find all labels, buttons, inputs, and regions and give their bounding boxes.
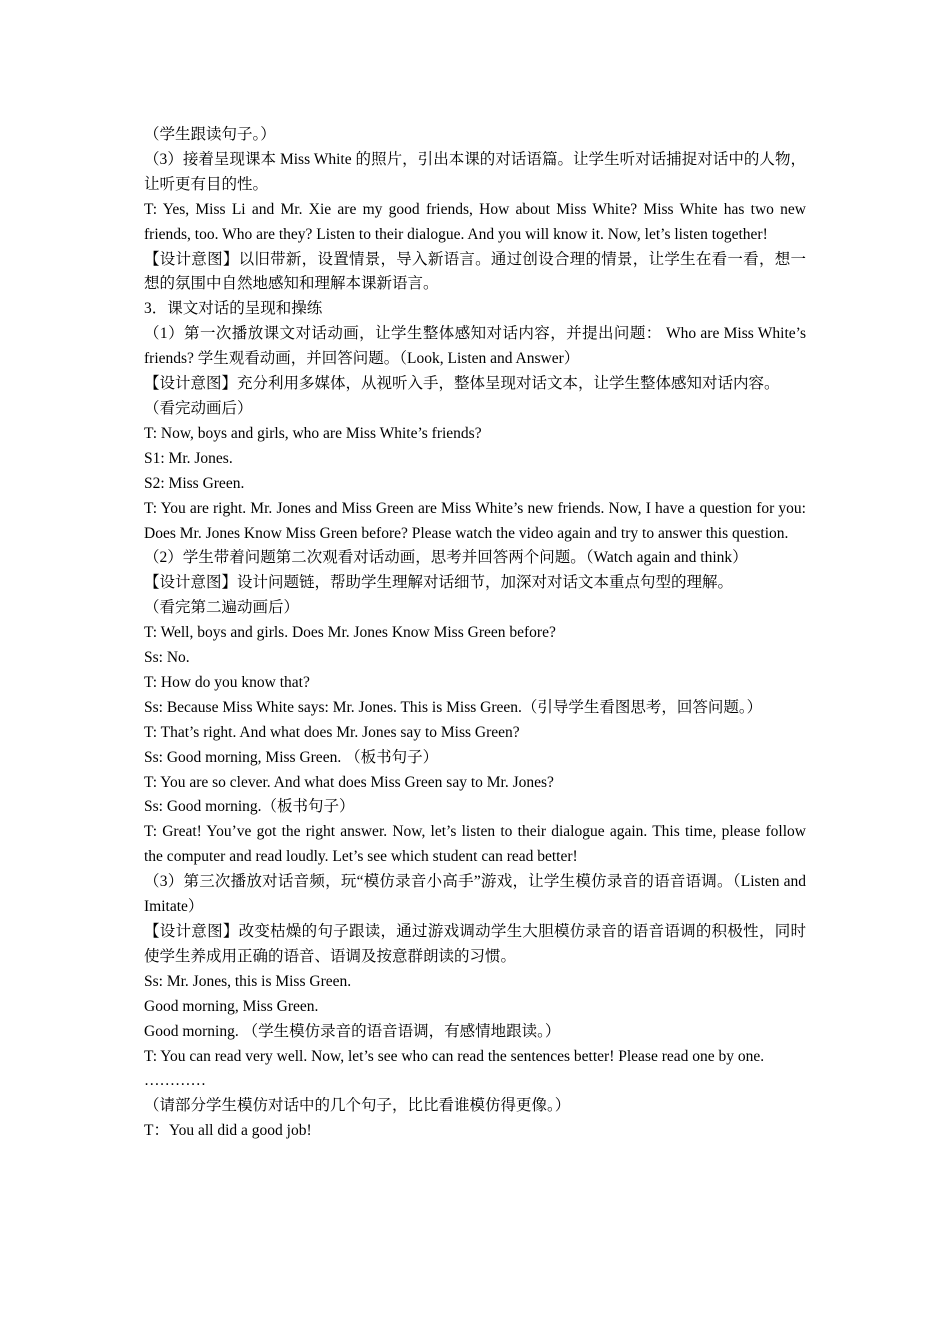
paragraph: （1）第一次播放课文对话动画，让学生整体感知对话内容，并提出问题： Who are Miss White’s friends? 学生观看动画，并回答问题。（Look, Listen and Answer） (144, 325, 806, 368)
dialogue-line: Ss: Because Miss White says: Mr. Jones. This is Miss Green.（引导学生看图思考，回答问题。） (144, 698, 763, 716)
paragraph: 【设计意图】充分利用多媒体，从视听入手，整体呈现对话文本，让学生整体感知对话内容。 (144, 375, 780, 393)
dialogue-line: T: That’s right. And what does Mr. Jones say to Miss Green? (144, 723, 520, 741)
dialogue-line: Ss: Mr. Jones, this is Miss Green. (144, 972, 352, 990)
section-heading: 3．课文对话的呈现和操练 (144, 300, 323, 318)
dialogue-line: Ss: No. (144, 649, 190, 667)
paragraph: 【设计意图】改变枯燥的句子跟读，通过游戏调动学生大胆模仿录音的语音语调的积极性，同时使学生养成用正确的语音、语调及按意群朗读的习惯。 (144, 923, 806, 965)
document-body (144, 123, 806, 1144)
dialogue-line: S2: Miss Green. (144, 474, 245, 492)
dialogue-line: Ss: Good morning.（板书句子） (144, 798, 355, 816)
dialogue-line: T: You are right. Mr. Jones and Miss Green are Miss White’s new friends. Now, I have a question for you: Does Mr. Jones Know Miss Green before? Please watch the video again and try to answer this question. (144, 499, 806, 542)
paragraph: （2）学生带着问题第二次观看对话动画，思考并回答两个问题。（Watch again and think） (144, 549, 748, 567)
paragraph: （3）接着呈现课本 Miss White 的照片，引出本课的对话语篇。让学生听对话捕捉对话中的人物，让听更有目的性。 (144, 150, 806, 193)
paragraph: （看完动画后） (144, 399, 253, 417)
ellipsis-line: ………… (144, 1072, 206, 1090)
dialogue-line: S1: Mr. Jones. (144, 449, 233, 467)
dialogue-line: Ss: Good morning, Miss Green. （板书句子） (144, 748, 439, 766)
dialogue-line: Good morning. （学生模仿录音的语音语调，有感情地跟读。） (144, 1022, 561, 1040)
dialogue-line: Good morning, Miss Green. (144, 997, 319, 1015)
dialogue-line: T: Great! You’ve got the right answer. Now, let’s listen to their dialogue again. This time, please follow the computer and read loudly. Let’s see which student can read better! (144, 823, 806, 866)
dialogue-line: T: You can read very well. Now, let’s see who can read the sentences better! Please read one by one. (144, 1047, 765, 1065)
paragraph: （3）第三次播放对话音频，玩“模仿录音小高手”游戏，让学生模仿录音的语音语调。（Listen and Imitate） (144, 873, 806, 916)
paragraph: （学生跟读句子。） (144, 126, 276, 143)
paragraph: （看完第二遍动画后） (144, 599, 300, 617)
dialogue-line: T: You are so clever. And what does Miss Green say to Mr. Jones? (144, 773, 554, 791)
paragraph: （请部分学生模仿对话中的几个句子，比比看谁模仿得更像。） (144, 1097, 571, 1115)
paragraph: T: Yes, Miss Li and Mr. Xie are my good friends, How about Miss White? Miss White has two new friends, too. Who are they? Listen to their dialogue. And you will know it. Now, let’s listen together! (144, 200, 806, 243)
dialogue-line: T: Now, boys and girls, who are Miss White’s friends? (144, 424, 482, 442)
paragraph: 【设计意图】设计问题链，帮助学生理解对话细节，加深对对话文本重点句型的理解。 (144, 574, 734, 592)
dialogue-line: T: How do you know that? (144, 673, 310, 691)
paragraph: 【设计意图】以旧带新，设置情景，导入新语言。通过创设合理的情景，让学生在看一看，想一想的氛围中自然地感知和理解本课新语言。 (144, 250, 806, 293)
dialogue-line: T：You all did a good job! (144, 1122, 312, 1140)
dialogue-line: T: Well, boys and girls. Does Mr. Jones Know Miss Green before? (144, 624, 556, 642)
